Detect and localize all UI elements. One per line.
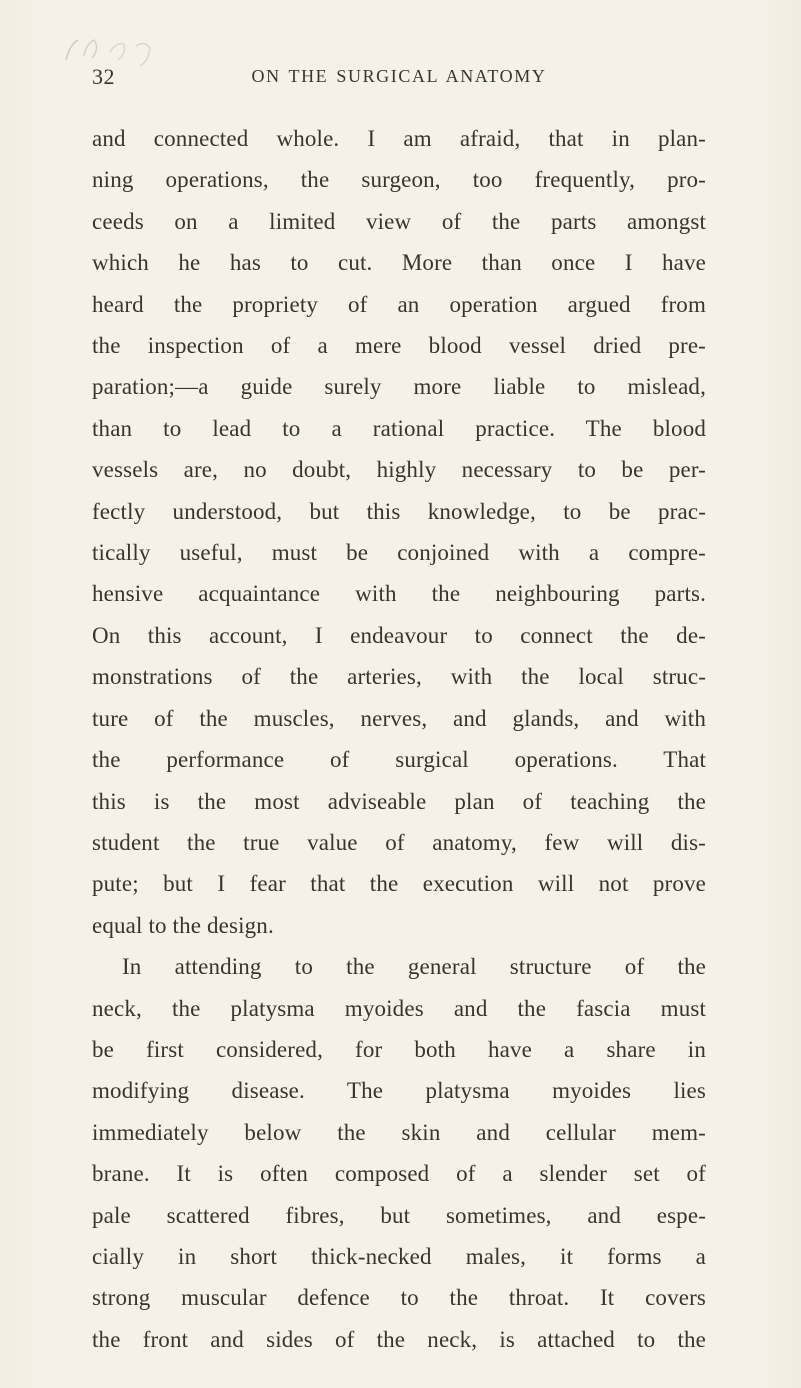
body-text-line: neck, the platysma myoides and the fascia must (92, 995, 706, 1021)
body-text (0, 118, 801, 1360)
body-text-line: paration;—a guide surely more liable to mislead, (92, 374, 706, 400)
body-text-line: pute; but I fear that the execution will not prove (92, 871, 706, 897)
page-header (0, 64, 801, 94)
body-text-line: tically useful, must be conjoined with a compre- (92, 540, 706, 566)
body-text-line: ning operations, the surgeon, too frequently, pro- (92, 167, 706, 193)
body-text-line: ture of the muscles, nerves, and glands, and with (92, 705, 706, 731)
body-text-line: fectly understood, but this knowledge, to be prac- (92, 498, 706, 524)
body-text-line: ceeds on a limited view of the parts amongst (92, 208, 706, 234)
body-text-line: and connected whole. I am afraid, that in plan- (92, 126, 706, 151)
body-text-line: which he has to cut. More than once I have (92, 250, 706, 276)
page-number: 32 (92, 64, 115, 89)
running-head: ON THE SURGICAL ANATOMY (251, 66, 547, 86)
body-text-line: On this account, I endeavour to connect the de- (92, 622, 706, 648)
body-text-line: the inspection of a mere blood vessel dried pre- (92, 333, 706, 359)
body-text-line: be first considered, for both have a share in (92, 1036, 706, 1062)
body-text-line: this is the most adviseable plan of teaching the (92, 788, 706, 814)
body-text-line: hensive acquaintance with the neighbouring parts. (92, 581, 706, 607)
body-text-line: vessels are, no doubt, highly necessary to be per- (92, 457, 706, 483)
body-text-line: modifying disease. The platysma myoides lies (92, 1078, 706, 1104)
body-text-line: strong muscular defence to the throat. It covers (92, 1285, 706, 1311)
body-text-line: immediately below the skin and cellular mem- (92, 1119, 706, 1145)
body-text-line: the performance of surgical operations. That (92, 747, 706, 773)
body-text-line: the front and sides of the neck, is attached to the (92, 1326, 706, 1352)
body-text-line: cially in short thick-necked males, it forms a (92, 1243, 706, 1269)
body-text-line: student the true value of anatomy, few will dis- (92, 829, 706, 855)
body-text-line: pale scattered fibres, but sometimes, and espe- (92, 1202, 706, 1228)
paragraph (92, 118, 706, 946)
body-text-line: heard the propriety of an operation argued from (92, 291, 706, 317)
body-text-line: In attending to the general structure of the (122, 954, 706, 980)
body-text-line: than to lead to a rational practice. The blood (92, 415, 706, 441)
body-text-line: monstrations of the arteries, with the local struc- (92, 664, 706, 690)
paragraph (92, 946, 706, 1360)
body-text-line: equal to the design. (92, 912, 274, 938)
body-text-line: brane. It is often composed of a slender set of (92, 1161, 706, 1187)
